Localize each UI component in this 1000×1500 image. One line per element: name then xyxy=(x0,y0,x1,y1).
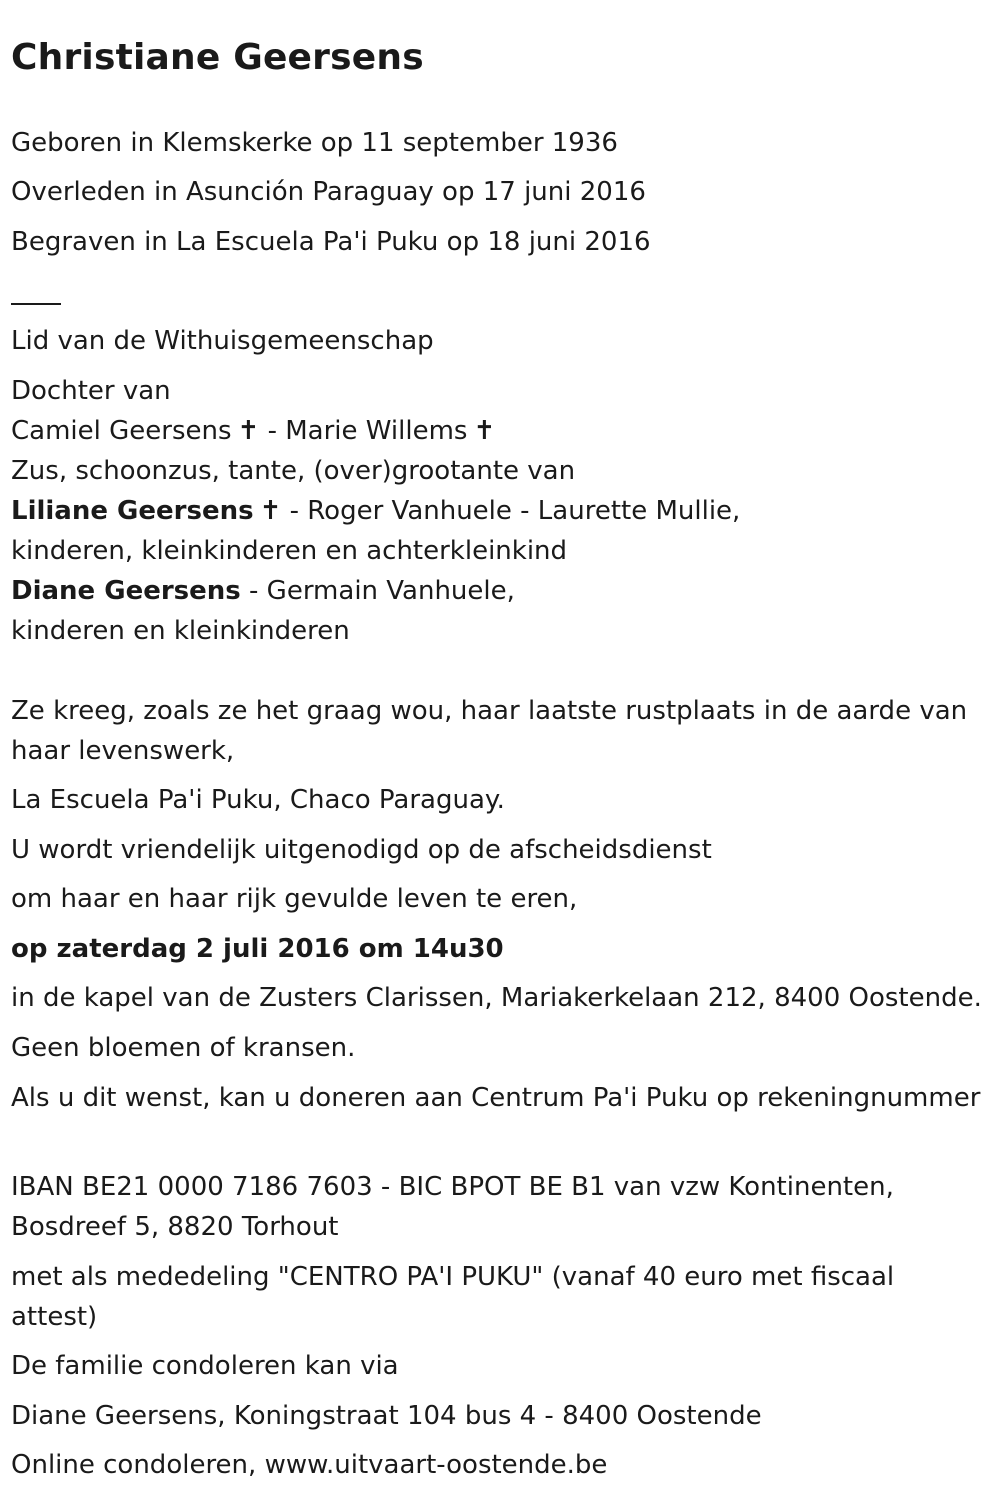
daughter-of-label: Dochter van xyxy=(11,376,171,406)
sibling-relations: - Germain Vanhuele, xyxy=(240,576,515,606)
membership-line: Lid van de Withuisgemeenschap xyxy=(11,326,434,356)
sibling-descendants-2: kinderen en kleinkinderen xyxy=(11,616,350,646)
birth-line: Geboren in Klemskerke op 11 september 1936 xyxy=(11,128,618,158)
condolence-address: Diane Geersens, Koningstraat 104 bus 4 - 8400 Oostende xyxy=(11,1401,762,1431)
sibling-line-1 xyxy=(11,491,740,531)
cross-icon: ✝ xyxy=(237,416,260,446)
sibling-name: Diane Geersens xyxy=(11,576,241,606)
resting-place-text: Ze kreeg, zoals ze het graag wou, haar laatste rustplaats in de aarde van haar levenswerk, xyxy=(11,696,968,766)
father-name: Camiel Geersens xyxy=(11,416,232,446)
school-line: La Escuela Pa'i Puku, Chaco Paraguay. xyxy=(11,785,505,815)
no-flowers-note: Geen bloemen of kransen. xyxy=(11,1033,356,1063)
burial-line: Begraven in La Escuela Pa'i Puku op 18 juni 2016 xyxy=(11,227,651,257)
honor-line: om haar en haar rijk gevulde leven te eren, xyxy=(11,884,578,914)
online-condolences-link[interactable]: Online condoleren, www.uitvaart-oostende.be xyxy=(11,1450,608,1480)
donation-communication: met als mededeling "CENTRO PA'I PUKU" (vanaf 40 euro met fiscaal attest) xyxy=(11,1262,895,1332)
page-title: Christiane Geersens xyxy=(11,37,424,78)
sibling-name: Liliane Geersens xyxy=(11,496,254,526)
cross-icon: ✝ xyxy=(259,496,282,526)
death-line: Overleden in Asunción Paraguay op 17 juni 2016 xyxy=(11,177,646,207)
sibling-descendants-1: kinderen, kleinkinderen en achterkleinkind xyxy=(11,536,568,566)
parents-dash: - xyxy=(259,416,286,446)
service-location: in de kapel van de Zusters Clarissen, Mariakerkelaan 212, 8400 Oostende. xyxy=(11,983,982,1013)
condolences-label: De familie condoleren kan via xyxy=(11,1351,399,1381)
sibling-relations: - Roger Vanhuele - Laurette Mullie, xyxy=(281,496,741,526)
cross-icon: ✝ xyxy=(473,416,496,446)
parents-line xyxy=(11,411,495,451)
invitation-line: U wordt vriendelijk uitgenodigd op de afscheidsdienst xyxy=(11,835,712,865)
donation-text: Als u dit wenst, kan u doneren aan Centrum Pa'i Puku op rekeningnummer xyxy=(11,1083,981,1113)
sister-of-label: Zus, schoonzus, tante, (over)grootante van xyxy=(11,456,576,486)
sibling-line-2 xyxy=(11,571,515,611)
separator xyxy=(11,303,61,305)
service-date: op zaterdag 2 juli 2016 om 14u30 xyxy=(11,934,504,964)
mother-name: Marie Willems xyxy=(285,416,468,446)
bank-details: IBAN BE21 0000 7186 7603 - BIC BPOT BE B1 van vzw Kontinenten, Bosdreef 5, 8820 Torhout xyxy=(11,1172,894,1242)
